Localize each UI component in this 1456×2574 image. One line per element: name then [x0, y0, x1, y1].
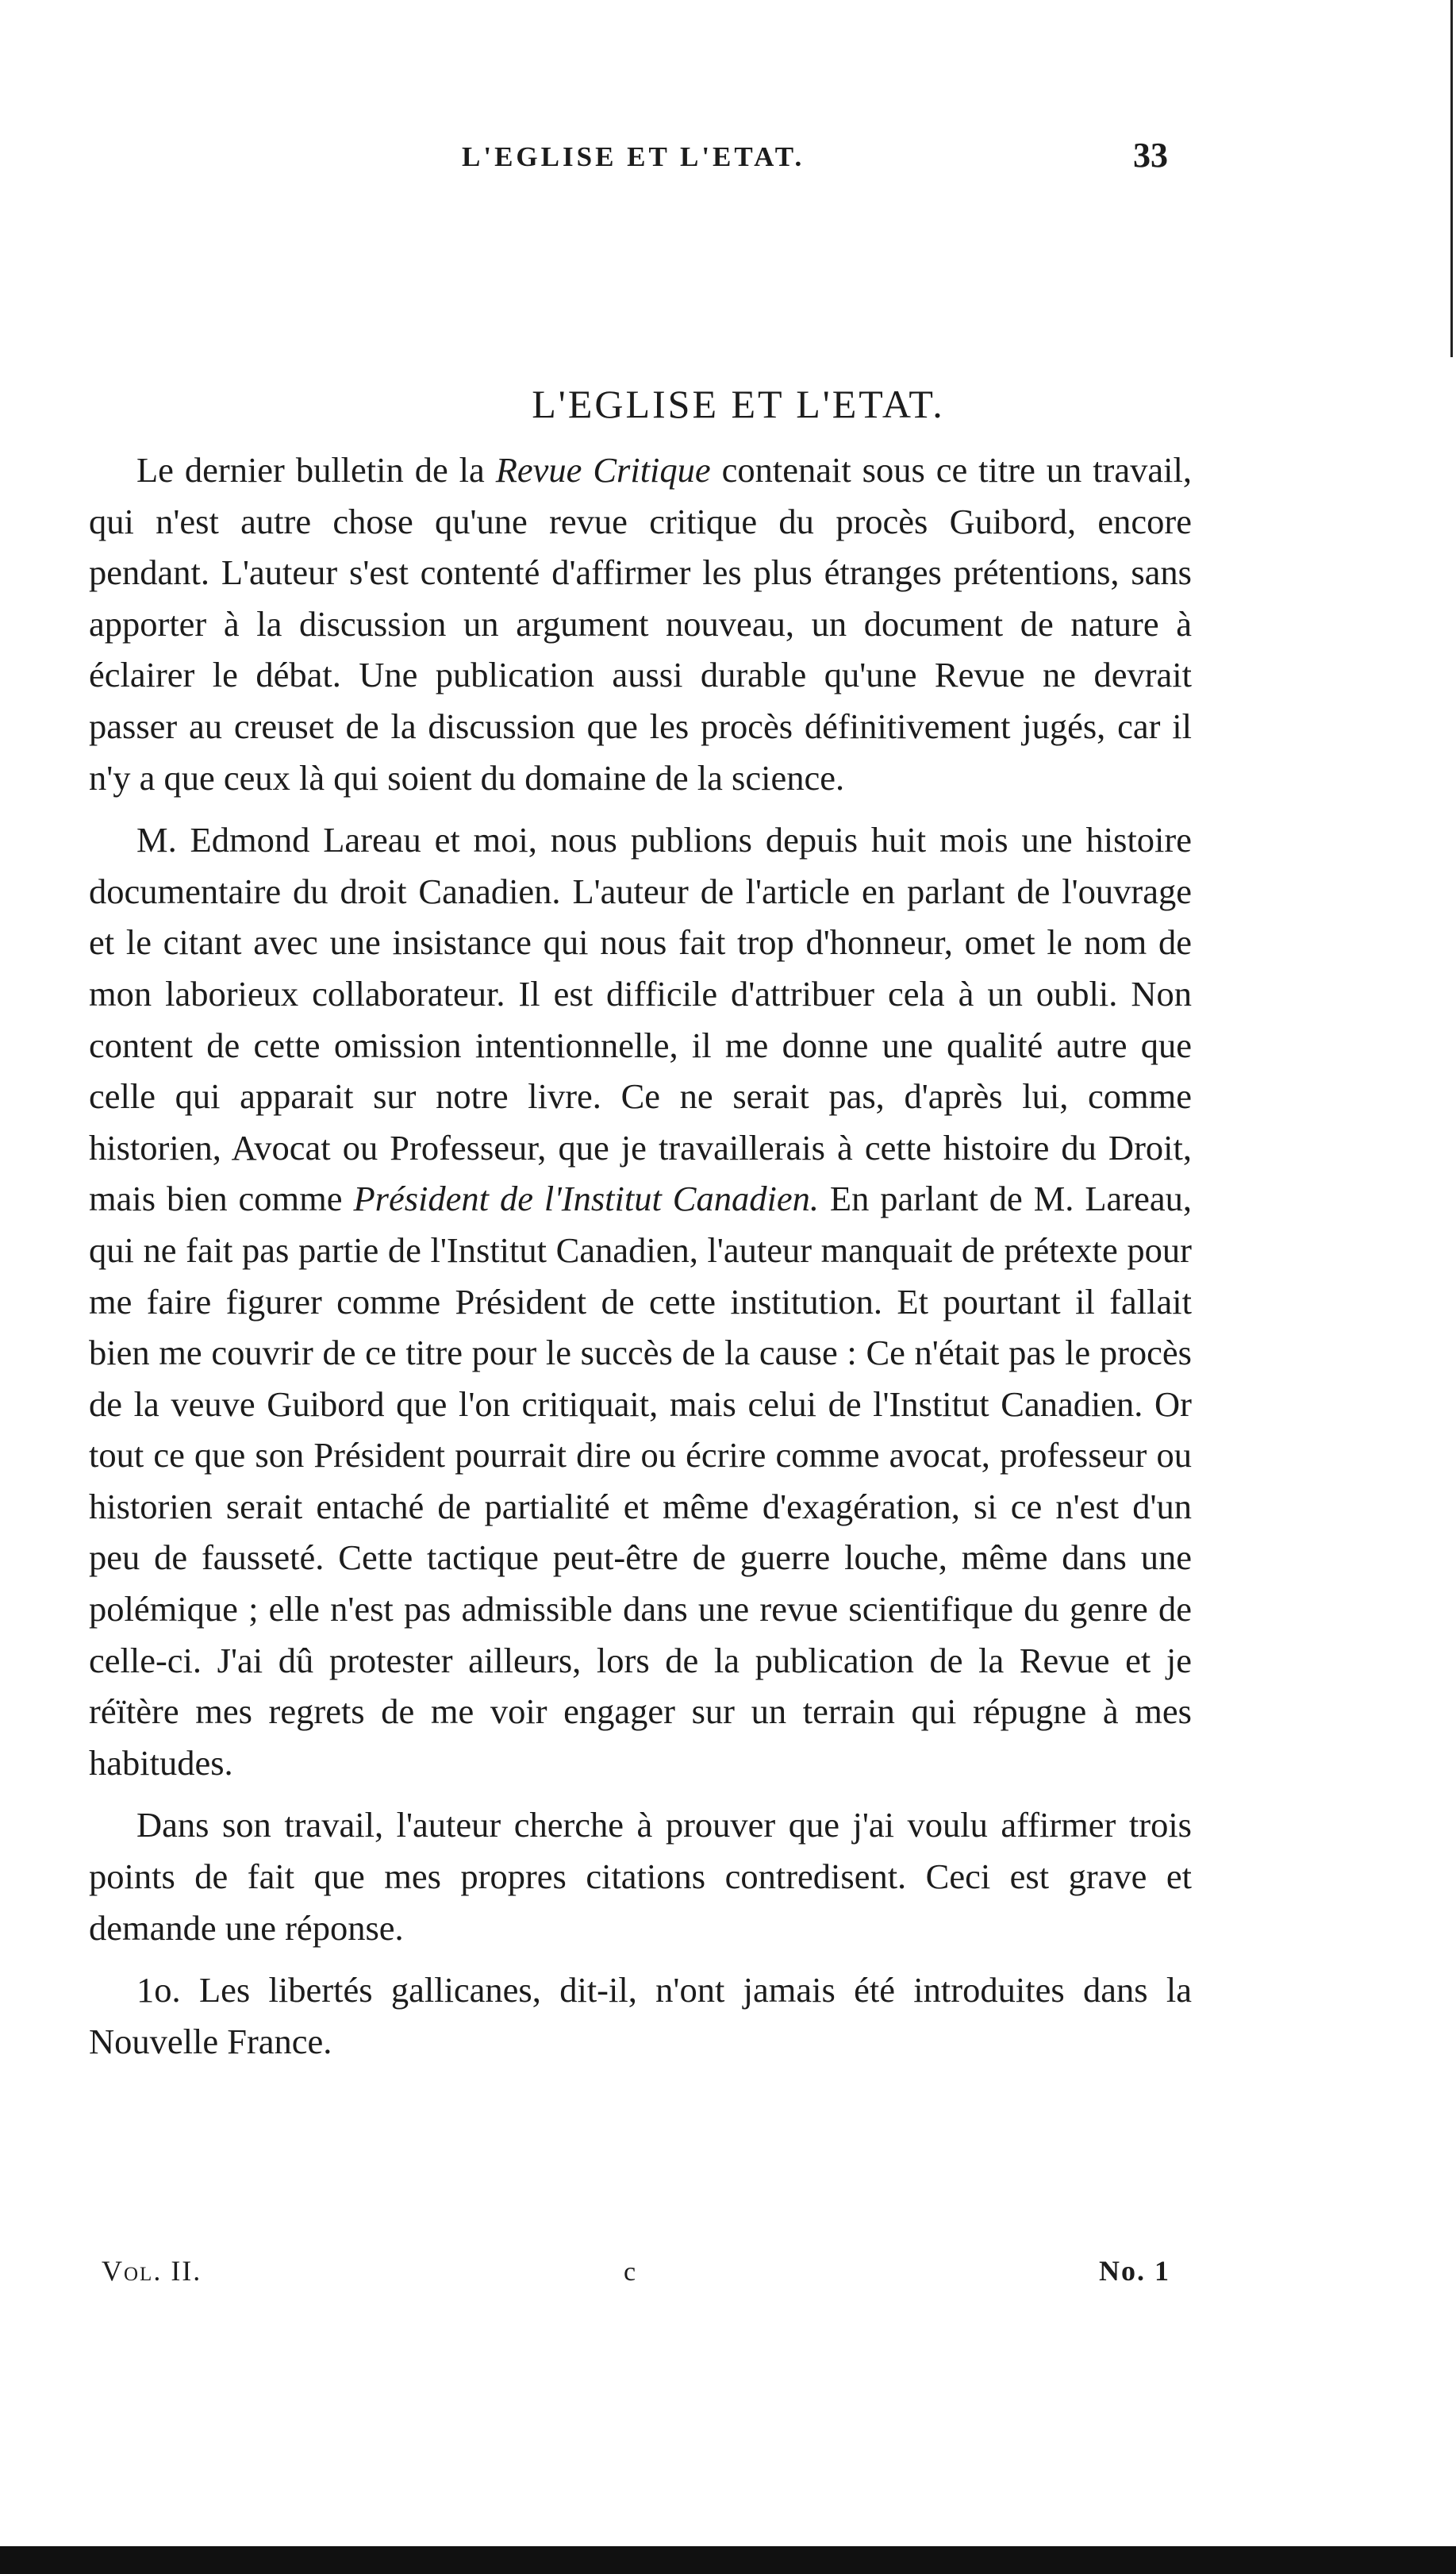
- paragraph: [89, 814, 1192, 1788]
- volume-label: Vol. II.: [102, 2255, 202, 2287]
- page-footer: [0, 2254, 1456, 2302]
- paragraph: [89, 1799, 1192, 1953]
- paragraph-text: 1o. Les libertés gallicanes, dit-il, n'ont jamais été introduites dans la Nouvelle France.: [89, 1970, 1192, 2061]
- paragraph-text: contenait sous ce titre un travail, qui n'est autre chose qu'une revue critique du procès Guibord, encore pendant. L'auteur s'est contenté d'affirmer les plus étranges prétentions, sans apporter à la discussion un argument nouveau, un document de nature à éclairer le débat. Une publication aussi durable qu'une Revue ne devrait passer au creuset de la discussion que les procès définitivement jugés, car il n'y a que ceux là qui soient du domaine de la science.: [89, 450, 1192, 798]
- paragraph-text: M. Edmond Lareau et moi, nous publions depuis huit mois une histoire documentaire du droit Canadien. L'auteur de l'article en parlant de l'ouvrage et le citant avec une insistance qui nous fait trop d'honneur, omet le nom de mon laborieux collaborateur. Il est difficile d'attribuer cela à un oubli. Non content de cette omission intentionnelle, il me donne une qualité autre que celle qui apparait sur notre livre. Ce ne serait pas, d'après lui, comme historien, Avocat ou Professeur, que je travaillerais à cette histoire du Droit, mais bien comme: [89, 820, 1192, 1219]
- italic-text: Président de l'Institut Canadien.: [353, 1179, 819, 1219]
- signature-mark: c: [624, 2257, 636, 2287]
- scan-bottom-border: [0, 2546, 1456, 2574]
- paragraph: [89, 444, 1192, 803]
- issue-label: No. 1: [1099, 2255, 1170, 2287]
- italic-text: Revue Critique: [495, 450, 711, 490]
- paragraph-text: En parlant de M. Lareau, qui ne fait pas partie de l'Institut Canadien, l'auteur manquait de prétexte pour me faire figurer comme Président de cette institution. Et pourtant il fallait bien me couvrir de ce titre pour le succès de la cause : Ce n'était pas le procès de la veuve Guibord que l'on critiquait, mais celui de l'Institut Canadien. Or tout ce que son Président pourrait dire ou écrire comme avocat, professeur ou historien serait entaché de partialité et même d'exagération, si ce n'est d'un peu de fausseté. Cette tactique peut-être de guerre louche, même dans une polémique ; elle n'est pas admissible dans une revue scientifique du genre de celle-ci. J'ai dû protester ailleurs, lors de la publication de la Revue et je réïtère mes regrets de me voir engager sur un terrain qui répugne à mes habitudes.: [89, 1179, 1192, 1783]
- paragraph: [89, 1964, 1192, 2067]
- article-title: L'EGLISE ET L'ETAT.: [532, 382, 945, 426]
- running-head: L'EGLISE ET L'ETAT.: [462, 141, 805, 172]
- page-edge-line: [1450, 0, 1453, 357]
- paragraph-text: Dans son travail, l'auteur cherche à prouver que j'ai voulu affirmer trois points de fait que mes propres citations contredisent. Ceci est grave et demande une réponse.: [89, 1805, 1192, 1948]
- page-number: 33: [1133, 136, 1168, 175]
- article-body: [89, 444, 1192, 2078]
- paragraph-text: Le dernier bulletin de la: [136, 450, 496, 490]
